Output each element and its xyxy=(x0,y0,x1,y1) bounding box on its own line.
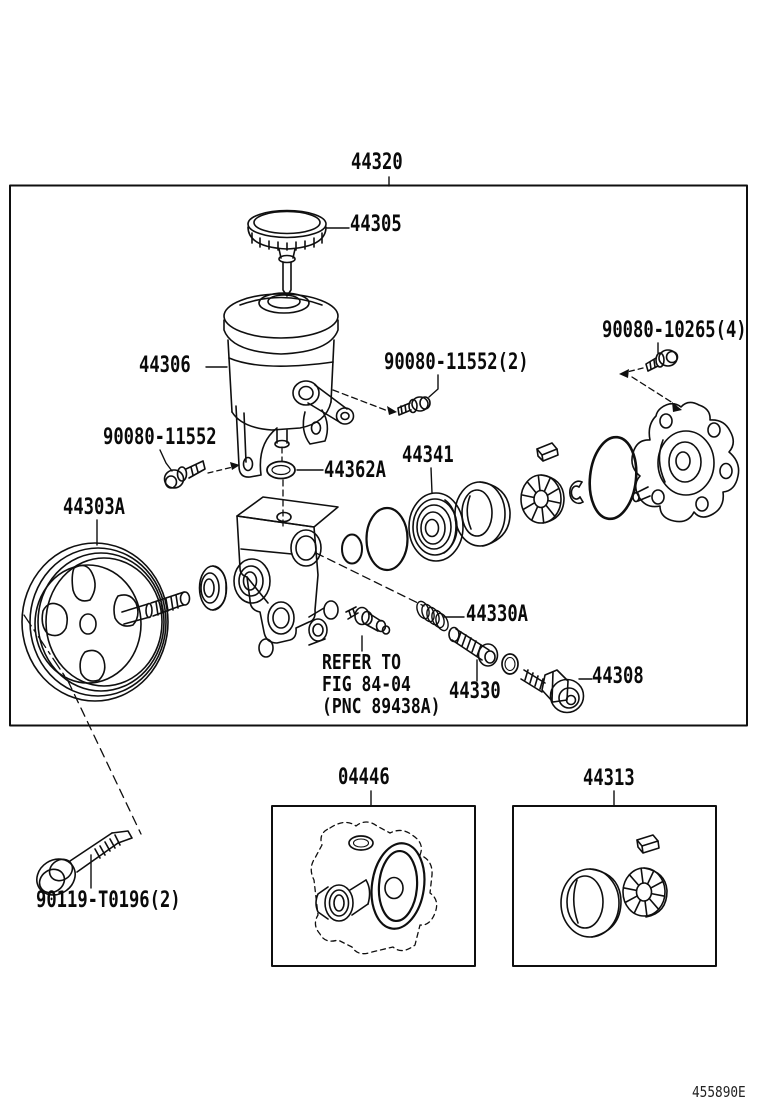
part-label-bracket-bolt: 90080-11552 xyxy=(103,425,217,450)
shaft-seal-drawing xyxy=(200,566,227,610)
cam-ring-drawing xyxy=(455,482,510,546)
refer-note-line2: FIG 84-04 xyxy=(322,672,411,696)
reservoir-drawing xyxy=(224,293,354,477)
bracket-bolt-drawing xyxy=(165,461,206,488)
part-label-reservoir-bolt: 90080-11552(2) xyxy=(384,350,529,375)
part-label-reservoir: 44306 xyxy=(139,353,191,378)
key-drawing xyxy=(537,443,558,461)
bearing-hub-drawing xyxy=(409,493,463,561)
rotor-drawing xyxy=(521,475,564,523)
union-bolt-drawing xyxy=(521,670,584,713)
rear-cover-bolt-drawing xyxy=(646,350,678,371)
snap-ring-drawing xyxy=(570,481,583,503)
oring-44362a-drawing xyxy=(267,462,295,479)
part-label-union-bolt: 44308 xyxy=(592,664,644,689)
reservoir-bolt-drawing xyxy=(398,397,430,415)
oring-pair-drawing xyxy=(342,508,408,570)
part-label-spring: 44330A xyxy=(466,602,528,627)
cartridge-kit-drawing xyxy=(561,835,667,937)
part-label-valve: 44330 xyxy=(449,679,501,704)
cap-drawing xyxy=(248,211,326,297)
rear-cover-drawing xyxy=(632,402,739,521)
rear-oring-drawing xyxy=(586,435,640,521)
pulley-drawing xyxy=(22,543,168,701)
spring-drawing xyxy=(415,600,451,633)
sensor-drawing xyxy=(346,607,390,634)
part-label-pulley: 44303A xyxy=(63,495,125,520)
refer-note-line1: REFER TO xyxy=(322,650,401,674)
valve-drawing xyxy=(449,628,498,667)
part-label-bearing: 44341 xyxy=(402,443,454,468)
refer-note-line3: (PNC 89438A) xyxy=(322,694,441,718)
gasket-kit-drawing xyxy=(311,822,436,954)
part-label-mount-bolt: 90119-T0196(2) xyxy=(36,888,181,913)
part-label-cartridge-kit: 44313 xyxy=(583,766,635,791)
pump-shaft-drawing xyxy=(122,592,190,624)
valve-oring-drawing xyxy=(502,654,518,674)
part-label-rear-cover-bolt: 90080-10265(4) xyxy=(602,318,747,343)
part-label-oring: 44362A xyxy=(324,458,386,483)
figure-code: 455890E xyxy=(692,1083,746,1101)
part-label-gasket-kit: 04446 xyxy=(338,765,390,790)
pump-housing-drawing xyxy=(234,497,338,657)
part-label-cap: 44305 xyxy=(350,212,402,237)
frame-boxes xyxy=(10,186,747,967)
part-label-assembly: 44320 xyxy=(351,150,403,175)
